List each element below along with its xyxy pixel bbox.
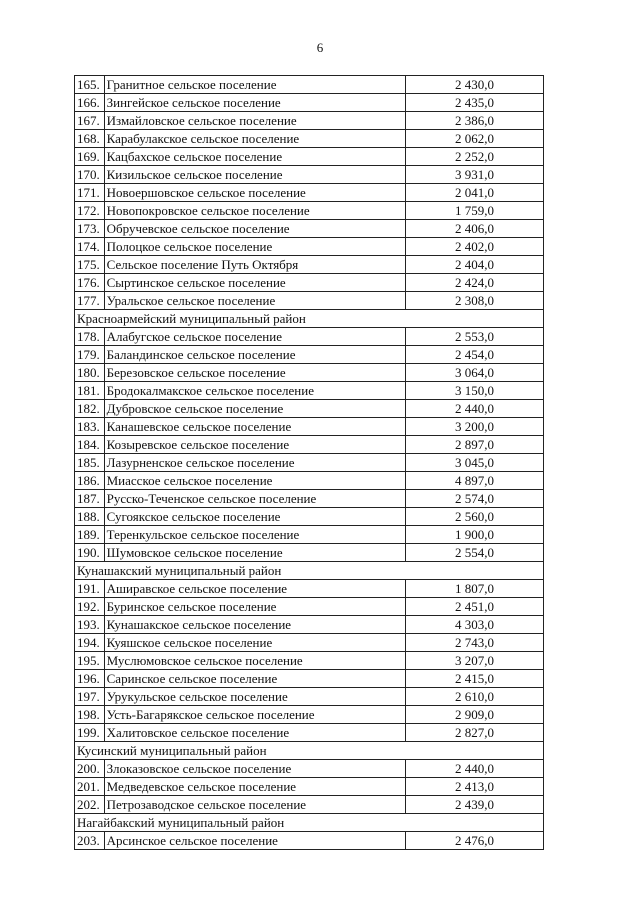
settlement-name: Гранитное сельское поселение: [104, 76, 405, 94]
amount-value: 2 435,0: [406, 94, 544, 112]
amount-value: 3 064,0: [406, 364, 544, 382]
row-number: 175.: [75, 256, 105, 274]
table-row: [75, 490, 544, 508]
table-row: [75, 202, 544, 220]
amount-value: 2 404,0: [406, 256, 544, 274]
row-number: 170.: [75, 166, 105, 184]
amount-value: 1 900,0: [406, 526, 544, 544]
settlement-name: Теренкульское сельское поселение: [104, 526, 405, 544]
table-row: [75, 130, 544, 148]
settlement-name: Куяшское сельское поселение: [104, 634, 405, 652]
amount-value: 2 554,0: [406, 544, 544, 562]
amount-value: 1 759,0: [406, 202, 544, 220]
settlement-name: Карабулакское сельское поселение: [104, 130, 405, 148]
settlement-name: Бродокалмакское сельское поселение: [104, 382, 405, 400]
settlement-name: Новопокровское сельское поселение: [104, 202, 405, 220]
amount-value: 3 931,0: [406, 166, 544, 184]
amount-value: 2 553,0: [406, 328, 544, 346]
settlement-name: Саринское сельское поселение: [104, 670, 405, 688]
table-row: [75, 148, 544, 166]
table-row: [75, 292, 544, 310]
settlement-name: Усть-Багарякское сельское поселение: [104, 706, 405, 724]
row-number: 174.: [75, 238, 105, 256]
table-row: [75, 184, 544, 202]
settlement-name: Березовское сельское поселение: [104, 364, 405, 382]
row-number: 190.: [75, 544, 105, 562]
row-number: 176.: [75, 274, 105, 292]
amount-value: 2 041,0: [406, 184, 544, 202]
table-row: [75, 220, 544, 238]
settlement-name: Лазурненское сельское поселение: [104, 454, 405, 472]
table-row: [75, 580, 544, 598]
row-number: 187.: [75, 490, 105, 508]
settlement-name: Петрозаводское сельское поселение: [104, 796, 405, 814]
amount-value: 4 303,0: [406, 616, 544, 634]
amount-value: 3 045,0: [406, 454, 544, 472]
settlement-name: Халитовское сельское поселение: [104, 724, 405, 742]
amount-value: 2 574,0: [406, 490, 544, 508]
row-number: 182.: [75, 400, 105, 418]
table-row: [75, 166, 544, 184]
row-number: 183.: [75, 418, 105, 436]
amount-value: 2 415,0: [406, 670, 544, 688]
table-row: [75, 598, 544, 616]
settlement-name: Баландинское сельское поселение: [104, 346, 405, 364]
row-number: 195.: [75, 652, 105, 670]
table-row: [75, 364, 544, 382]
amount-value: 2 386,0: [406, 112, 544, 130]
table-row: [75, 346, 544, 364]
row-number: 202.: [75, 796, 105, 814]
row-number: 168.: [75, 130, 105, 148]
table-row: [75, 724, 544, 742]
row-number: 198.: [75, 706, 105, 724]
row-number: 188.: [75, 508, 105, 526]
table-row: [75, 256, 544, 274]
table-row: [75, 616, 544, 634]
settlement-name: Злоказовское сельское поселение: [104, 760, 405, 778]
row-number: 196.: [75, 670, 105, 688]
district-name: Красноармейский муниципальный район: [75, 310, 544, 328]
amount-value: 3 200,0: [406, 418, 544, 436]
row-number: 179.: [75, 346, 105, 364]
settlement-name: Урукульское сельское поселение: [104, 688, 405, 706]
district-header-row: [75, 742, 544, 760]
settlement-name: Сыртинское сельское поселение: [104, 274, 405, 292]
table-row: [75, 544, 544, 562]
row-number: 193.: [75, 616, 105, 634]
table-row: [75, 472, 544, 490]
table-row: [75, 508, 544, 526]
table-row: [75, 670, 544, 688]
settlement-name: Сугоякское сельское поселение: [104, 508, 405, 526]
table-row: [75, 418, 544, 436]
row-number: 201.: [75, 778, 105, 796]
row-number: 177.: [75, 292, 105, 310]
row-number: 189.: [75, 526, 105, 544]
settlement-name: Муслюмовское сельское поселение: [104, 652, 405, 670]
table-row: [75, 76, 544, 94]
settlement-name: Алабугское сельское поселение: [104, 328, 405, 346]
amount-value: 2 476,0: [406, 832, 544, 850]
table-row: [75, 778, 544, 796]
table-row: [75, 706, 544, 724]
settlement-name: Измайловское сельское поселение: [104, 112, 405, 130]
row-number: 167.: [75, 112, 105, 130]
settlement-name: Аширавское сельское поселение: [104, 580, 405, 598]
settlement-name: Новоершовское сельское поселение: [104, 184, 405, 202]
table-row: [75, 688, 544, 706]
row-number: 178.: [75, 328, 105, 346]
table-row: [75, 238, 544, 256]
table-row: [75, 832, 544, 850]
settlement-name: Дубровское сельское поселение: [104, 400, 405, 418]
settlement-name: Кунашакское сельское поселение: [104, 616, 405, 634]
district-name: Кунашакский муниципальный район: [75, 562, 544, 580]
settlement-name: Кацбахское сельское поселение: [104, 148, 405, 166]
amount-value: 2 308,0: [406, 292, 544, 310]
row-number: 180.: [75, 364, 105, 382]
settlement-name: Обручевское сельское поселение: [104, 220, 405, 238]
amount-value: 2 451,0: [406, 598, 544, 616]
settlements-table: [74, 75, 544, 850]
amount-value: 2 440,0: [406, 760, 544, 778]
amount-value: 2 743,0: [406, 634, 544, 652]
settlement-name: Уральское сельское поселение: [104, 292, 405, 310]
district-name: Кусинский муниципальный район: [75, 742, 544, 760]
row-number: 200.: [75, 760, 105, 778]
amount-value: 3 207,0: [406, 652, 544, 670]
table-row: [75, 796, 544, 814]
table-row: [75, 436, 544, 454]
row-number: 181.: [75, 382, 105, 400]
row-number: 172.: [75, 202, 105, 220]
settlement-name: Сельское поселение Путь Октября: [104, 256, 405, 274]
settlement-name: Арсинское сельское поселение: [104, 832, 405, 850]
settlement-name: Медведевское сельское поселение: [104, 778, 405, 796]
amount-value: 2 252,0: [406, 148, 544, 166]
amount-value: 2 439,0: [406, 796, 544, 814]
table-row: [75, 328, 544, 346]
settlement-name: Козыревское сельское поселение: [104, 436, 405, 454]
district-header-row: [75, 814, 544, 832]
settlement-name: Русско-Теченское сельское поселение: [104, 490, 405, 508]
amount-value: 2 402,0: [406, 238, 544, 256]
amount-value: 3 150,0: [406, 382, 544, 400]
row-number: 186.: [75, 472, 105, 490]
row-number: 203.: [75, 832, 105, 850]
amount-value: 2 560,0: [406, 508, 544, 526]
row-number: 171.: [75, 184, 105, 202]
district-header-row: [75, 562, 544, 580]
row-number: 169.: [75, 148, 105, 166]
amount-value: 1 807,0: [406, 580, 544, 598]
table-row: [75, 526, 544, 544]
table-row: [75, 400, 544, 418]
settlement-name: Буринское сельское поселение: [104, 598, 405, 616]
table-body: [75, 76, 544, 850]
district-name: Нагайбакский муниципальный район: [75, 814, 544, 832]
settlement-name: Полоцкое сельское поселение: [104, 238, 405, 256]
amount-value: 2 062,0: [406, 130, 544, 148]
row-number: 173.: [75, 220, 105, 238]
settlement-name: Канашевское сельское поселение: [104, 418, 405, 436]
row-number: 165.: [75, 76, 105, 94]
amount-value: 2 897,0: [406, 436, 544, 454]
amount-value: 2 440,0: [406, 400, 544, 418]
amount-value: 2 406,0: [406, 220, 544, 238]
row-number: 199.: [75, 724, 105, 742]
table-row: [75, 112, 544, 130]
amount-value: 2 454,0: [406, 346, 544, 364]
settlement-name: Шумовское сельское поселение: [104, 544, 405, 562]
amount-value: 2 424,0: [406, 274, 544, 292]
row-number: 192.: [75, 598, 105, 616]
row-number: 185.: [75, 454, 105, 472]
row-number: 194.: [75, 634, 105, 652]
table-row: [75, 652, 544, 670]
amount-value: 4 897,0: [406, 472, 544, 490]
page-number: 6: [316, 40, 324, 55]
row-number: 197.: [75, 688, 105, 706]
amount-value: 2 827,0: [406, 724, 544, 742]
table-row: [75, 454, 544, 472]
table-row: [75, 760, 544, 778]
amount-value: 2 909,0: [406, 706, 544, 724]
row-number: 191.: [75, 580, 105, 598]
settlement-name: Зингейское сельское поселение: [104, 94, 405, 112]
settlement-name: Кизильское сельское поселение: [104, 166, 405, 184]
amount-value: 2 413,0: [406, 778, 544, 796]
row-number: 166.: [75, 94, 105, 112]
amount-value: 2 430,0: [406, 76, 544, 94]
table-row: [75, 634, 544, 652]
table-row: [75, 94, 544, 112]
settlement-name: Миасское сельское поселение: [104, 472, 405, 490]
district-header-row: [75, 310, 544, 328]
amount-value: 2 610,0: [406, 688, 544, 706]
table-row: [75, 382, 544, 400]
table-row: [75, 274, 544, 292]
row-number: 184.: [75, 436, 105, 454]
